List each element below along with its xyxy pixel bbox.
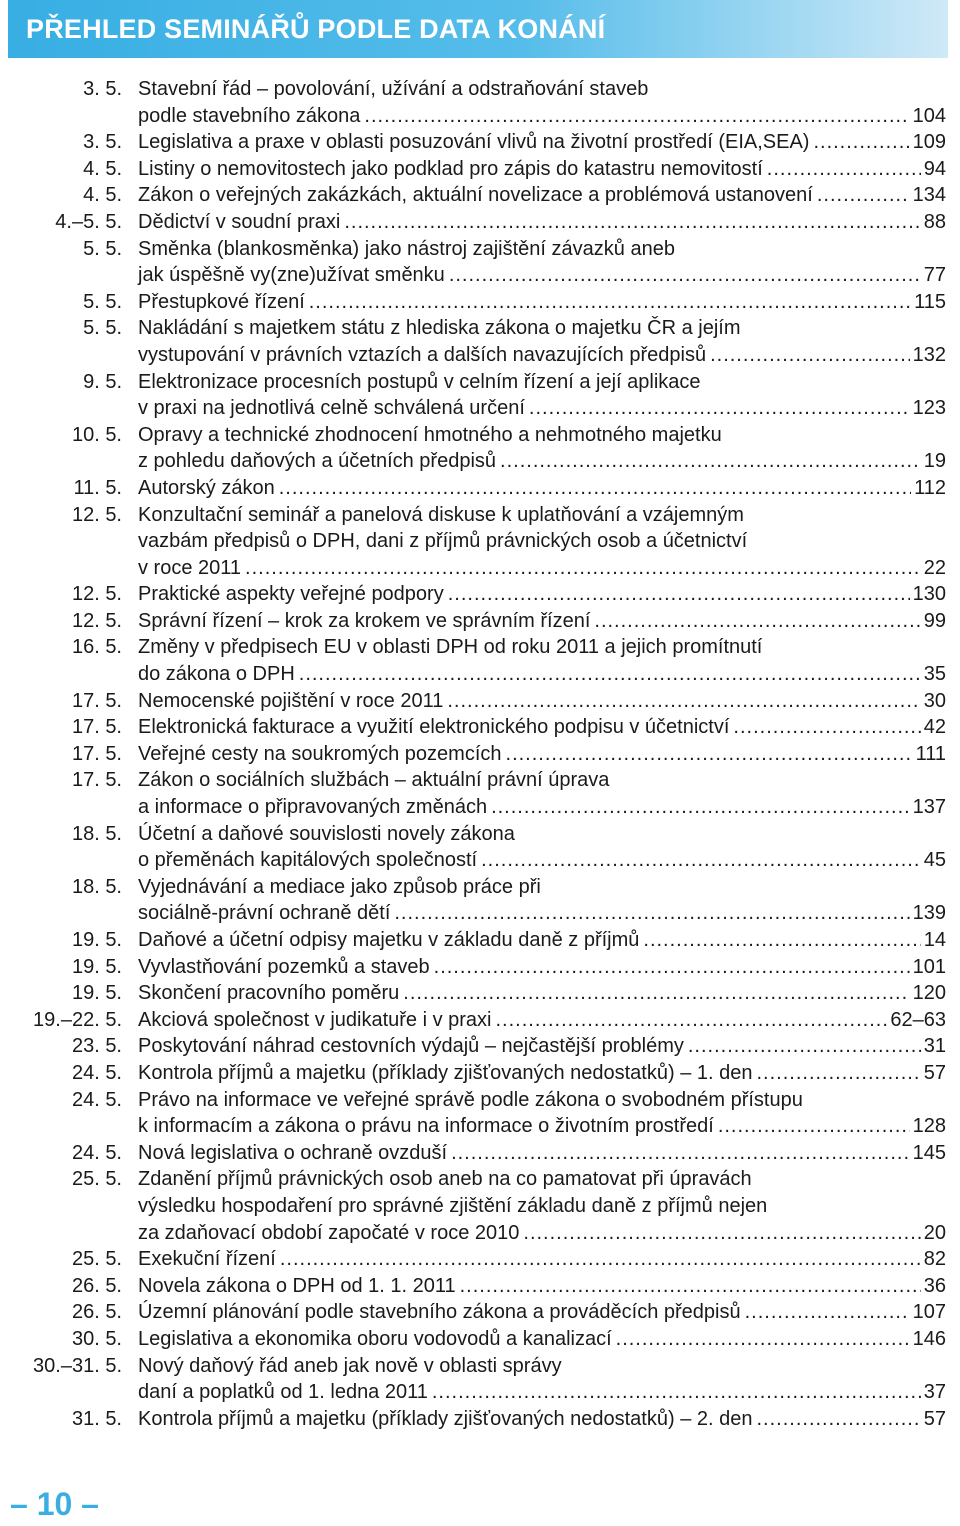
seminar-body — [138, 1060, 946, 1087]
seminar-entry — [0, 76, 960, 129]
seminar-entry — [0, 821, 960, 874]
seminar-title-line: Skončení pracovního poměru — [138, 982, 400, 1005]
seminar-title-last-line — [138, 714, 946, 741]
seminar-title-line: sociálně-právní ochraně dětí — [138, 902, 391, 925]
seminar-date: 30. 5. — [71, 1327, 122, 1350]
seminar-title-line: Elektronizace procesních postupů v celním řízení a její aplikace — [138, 370, 701, 393]
seminar-date: 4.–5. 5. — [55, 210, 122, 233]
dot-leader — [500, 448, 921, 475]
dot-leader — [616, 1326, 910, 1353]
seminar-entry — [0, 1326, 960, 1353]
seminar-page-ref: 88 — [923, 210, 946, 233]
seminar-page-ref: 107 — [912, 1301, 946, 1324]
seminar-entry — [0, 369, 960, 422]
seminar-title-line: Zákon o veřejných zakázkách, aktuální novelizace a problémová ustanovení — [138, 184, 813, 207]
seminar-title-line: v praxi na jednotlivá celně schválená určení — [138, 397, 525, 420]
seminar-date: 17. 5. — [71, 716, 122, 739]
seminar-title-line: za zdaňovací období započaté v roce 2010 — [138, 1221, 520, 1244]
seminar-body — [138, 1273, 946, 1300]
dot-leader — [523, 1220, 920, 1247]
seminar-date: 17. 5. — [71, 742, 122, 765]
seminar-title-line: daní a poplatků od 1. ledna 2011 — [138, 1381, 428, 1404]
seminar-page-ref: 37 — [923, 1381, 946, 1404]
seminar-title-line: v roce 2011 — [138, 556, 242, 579]
seminar-date: 24. 5. — [71, 1088, 122, 1111]
seminar-body — [138, 289, 946, 316]
seminar-page-ref: 57 — [923, 1407, 946, 1430]
seminar-page-ref: 19 — [923, 450, 946, 473]
seminar-page-ref: 123 — [912, 397, 946, 420]
seminar-date: 3. 5. — [83, 131, 122, 154]
seminar-date: 30.–31. 5. — [33, 1354, 122, 1377]
seminar-title-line: Nakládání s majetkem státu z hlediska zákona o majetku ČR a jejím — [138, 317, 741, 340]
seminar-entry — [0, 289, 960, 316]
seminar-date: 12. 5. — [71, 503, 122, 526]
seminar-title-last-line — [138, 1140, 946, 1167]
dot-leader — [364, 103, 909, 130]
seminar-title-line: Nový daňový řád aneb jak nově v oblasti správy — [138, 1354, 562, 1377]
seminar-body — [138, 980, 946, 1007]
seminar-title-line: Nová legislativa o ochraně ovzduší — [138, 1141, 448, 1164]
seminar-entry — [0, 581, 960, 608]
seminar-title-last-line — [138, 661, 946, 688]
seminar-body — [138, 1299, 946, 1326]
seminar-body — [138, 741, 946, 768]
seminar-list — [0, 76, 960, 1432]
seminar-body — [138, 688, 946, 715]
dot-leader — [344, 209, 920, 236]
seminar-title-last-line — [138, 927, 946, 954]
dot-leader — [710, 342, 910, 369]
seminar-entry — [0, 1299, 960, 1326]
seminar-date: 12. 5. — [71, 583, 122, 606]
seminar-body — [138, 1087, 946, 1140]
dot-leader — [643, 927, 920, 954]
seminar-title-last-line — [138, 1326, 946, 1353]
seminar-title-line: Správní řízení – krok za krokem ve správním řízení — [138, 609, 591, 632]
seminar-entry — [0, 1406, 960, 1433]
seminar-body — [138, 1406, 946, 1433]
seminar-date: 19.–22. 5. — [33, 1008, 122, 1031]
seminar-title-last-line — [138, 1246, 946, 1273]
seminar-body — [138, 1166, 946, 1246]
seminar-page-ref: 101 — [912, 955, 946, 978]
seminar-entry — [0, 688, 960, 715]
seminar-date: 5. 5. — [83, 317, 122, 340]
seminar-body — [138, 581, 946, 608]
seminar-title-line: Vyjednávání a mediace jako způsob práce při — [138, 875, 541, 898]
seminar-title-last-line — [138, 395, 946, 422]
seminar-body — [138, 156, 946, 183]
seminar-page-ref: 42 — [923, 716, 946, 739]
seminar-page-ref: 139 — [912, 902, 946, 925]
seminar-body — [138, 1140, 946, 1167]
seminar-date: 10. 5. — [71, 423, 122, 446]
seminar-page-ref: 14 — [923, 929, 946, 951]
dot-leader — [449, 262, 921, 289]
page-number: – 10 – — [10, 1486, 99, 1522]
seminar-title-line: Akciová společnost v judikatuře i v praxi — [138, 1008, 492, 1031]
seminar-body — [138, 236, 946, 289]
seminar-page-ref: 62–63 — [890, 1008, 946, 1031]
seminar-entry — [0, 1273, 960, 1300]
seminar-title-last-line — [138, 741, 946, 768]
seminar-page-ref: 128 — [912, 1115, 946, 1138]
seminar-title-last-line — [138, 954, 946, 981]
seminar-title-last-line — [138, 608, 946, 635]
seminar-title-last-line — [138, 1033, 946, 1060]
seminar-date: 26. 5. — [71, 1274, 122, 1297]
seminar-body — [138, 767, 946, 820]
dot-leader — [448, 581, 910, 608]
seminar-title-last-line — [138, 900, 946, 927]
dot-leader — [718, 1113, 910, 1140]
seminar-entry — [0, 182, 960, 209]
seminar-body — [138, 634, 946, 687]
seminar-entry — [0, 502, 960, 582]
seminar-date: 3. 5. — [83, 78, 122, 100]
seminar-page-ref: 57 — [923, 1061, 946, 1084]
seminar-page-ref: 134 — [912, 184, 946, 207]
seminar-date: 31. 5. — [71, 1407, 122, 1430]
seminar-page-ref: 137 — [912, 796, 946, 819]
seminar-title-line: Kontrola příjmů a majetku (příklady zjišťovaných nedostatků) – 1. den — [138, 1061, 753, 1084]
dot-leader — [745, 1299, 910, 1326]
seminar-body — [138, 1353, 946, 1406]
seminar-date: 19. 5. — [71, 955, 122, 978]
seminar-entry — [0, 1166, 960, 1246]
seminar-title-line: Nemocenské pojištění v roce 2011 — [138, 689, 444, 712]
seminar-title-last-line — [138, 129, 946, 156]
seminar-body — [138, 182, 946, 209]
seminar-title-last-line — [138, 1379, 946, 1406]
seminar-title-line: Listiny o nemovitostech jako podklad pro zápis do katastru nemovitostí — [138, 157, 763, 180]
seminar-body — [138, 608, 946, 635]
dot-leader — [279, 475, 911, 502]
seminar-date: 19. 5. — [71, 929, 122, 951]
seminar-title-last-line — [138, 1273, 946, 1300]
seminar-date: 12. 5. — [71, 609, 122, 632]
seminar-body — [138, 315, 946, 368]
dot-leader — [434, 954, 910, 981]
seminar-title-line: podle stavebního zákona — [138, 104, 361, 127]
seminar-entry — [0, 422, 960, 475]
dot-leader — [447, 688, 920, 715]
seminar-title-last-line — [138, 1220, 946, 1247]
seminar-entry — [0, 1353, 960, 1406]
seminar-date: 16. 5. — [71, 636, 122, 659]
dot-leader — [460, 1273, 921, 1300]
seminar-date: 26. 5. — [71, 1301, 122, 1324]
seminar-entry — [0, 1007, 960, 1034]
seminar-entry — [0, 927, 960, 954]
seminar-date: 17. 5. — [71, 769, 122, 792]
seminar-page-ref: 82 — [923, 1248, 946, 1271]
seminar-entry — [0, 980, 960, 1007]
seminar-title-line: Legislativa a ekonomika oboru vodovodů a kanalizací — [138, 1327, 612, 1350]
seminar-date: 9. 5. — [83, 370, 122, 393]
seminar-date: 18. 5. — [71, 822, 122, 845]
seminar-body — [138, 714, 946, 741]
seminar-title-line: a informace o připravovaných změnách — [138, 796, 488, 819]
seminar-body — [138, 927, 946, 954]
seminar-body — [138, 475, 946, 502]
seminar-page-ref: 99 — [923, 609, 946, 632]
seminar-page-ref: 31 — [923, 1035, 946, 1058]
dot-leader — [299, 661, 921, 688]
seminar-entry — [0, 1246, 960, 1273]
seminar-title-line: Praktické aspekty veřejné podpory — [138, 583, 444, 606]
seminar-page-ref: 132 — [912, 343, 946, 366]
dot-leader — [491, 794, 910, 821]
seminar-title-line: Veřejné cesty na soukromých pozemcích — [138, 742, 502, 765]
seminar-title-last-line — [138, 688, 946, 715]
seminar-date: 19. 5. — [71, 982, 122, 1005]
seminar-body — [138, 422, 946, 475]
seminar-title-last-line — [138, 262, 946, 289]
seminar-title-last-line — [138, 1406, 946, 1433]
seminar-body — [138, 76, 946, 129]
seminar-page-ref: 35 — [923, 663, 946, 686]
dot-leader — [451, 1140, 910, 1167]
seminar-title-line: Novela zákona o DPH od 1. 1. 2011 — [138, 1274, 456, 1297]
dot-leader — [309, 289, 911, 316]
seminar-title-last-line — [138, 342, 946, 369]
seminar-title-line: Elektronická fakturace a využití elektronického podpisu v účetnictví — [138, 716, 730, 739]
seminar-body — [138, 129, 946, 156]
seminar-date: 17. 5. — [71, 689, 122, 712]
seminar-date: 25. 5. — [71, 1248, 122, 1271]
seminar-date: 18. 5. — [71, 875, 122, 898]
seminar-entry — [0, 315, 960, 368]
seminar-title-line: k informacím a zákona o právu na informace o životním prostředí — [138, 1115, 714, 1138]
seminar-body — [138, 369, 946, 422]
seminar-body — [138, 1033, 946, 1060]
seminar-page-ref: 20 — [923, 1221, 946, 1244]
dot-leader — [529, 395, 910, 422]
seminar-title-line: Exekuční řízení — [138, 1248, 276, 1271]
seminar-body — [138, 1326, 946, 1353]
seminar-page-ref: 146 — [912, 1327, 946, 1350]
seminar-title-line: Legislativa a praxe v oblasti posuzování vlivů na životní prostředí (EIA,SEA) — [138, 131, 810, 154]
seminar-title-last-line — [138, 1113, 946, 1140]
seminar-page-ref: 36 — [923, 1274, 946, 1297]
seminar-body — [138, 1007, 946, 1034]
dot-leader — [432, 1379, 921, 1406]
seminar-title-line: o přeměnách kapitálových společností — [138, 849, 478, 872]
seminar-title-last-line — [138, 209, 946, 236]
seminar-entry — [0, 767, 960, 820]
seminar-date: 5. 5. — [83, 237, 122, 260]
seminar-title-last-line — [138, 980, 946, 1007]
seminar-date: 11. 5. — [73, 476, 122, 499]
seminar-body — [138, 1246, 946, 1273]
seminar-title-last-line — [138, 103, 946, 130]
seminar-title-last-line — [138, 1060, 946, 1087]
seminar-title-line: vazbám předpisů o DPH, dani z příjmů právnických osob a účetnictví — [138, 530, 748, 553]
seminar-title-last-line — [138, 448, 946, 475]
seminar-title-last-line — [138, 1007, 946, 1034]
seminar-page-ref: 120 — [912, 982, 946, 1005]
seminar-title-line: Přestupkové řízení — [138, 290, 305, 313]
seminar-title-line: Kontrola příjmů a majetku (příklady zjišťovaných nedostatků) – 2. den — [138, 1407, 753, 1430]
seminar-title-last-line — [138, 1299, 946, 1326]
dot-leader — [245, 555, 921, 582]
seminar-title-line: Územní plánování podle stavebního zákona a prováděcích předpisů — [138, 1301, 741, 1324]
dot-leader — [280, 1246, 921, 1273]
seminar-entry — [0, 1140, 960, 1167]
seminar-page-ref: 130 — [912, 583, 946, 606]
seminar-page-ref: 22 — [923, 556, 946, 579]
dot-leader — [394, 900, 909, 927]
seminar-title-line: z pohledu daňových a účetních předpisů — [138, 450, 497, 473]
seminar-body — [138, 874, 946, 927]
dot-leader — [496, 1007, 888, 1034]
seminar-title-line: Vyvlastňování pozemků a staveb — [138, 955, 430, 978]
seminar-entry — [0, 1087, 960, 1140]
seminar-body — [138, 209, 946, 236]
seminar-page-ref: 30 — [923, 689, 946, 712]
seminar-title-last-line — [138, 289, 946, 316]
seminar-title-line: jak úspěšně vy(zne)užívat směnku — [138, 264, 445, 287]
seminar-page-ref: 104 — [912, 104, 946, 127]
seminar-date: 4. 5. — [83, 184, 122, 207]
seminar-title-last-line — [138, 581, 946, 608]
seminar-title-line: Změny v předpisech EU v oblasti DPH od roku 2011 a jejich promítnutí — [138, 636, 763, 659]
seminar-title-line: Zdanění příjmů právnických osob aneb na co pamatovat při úpravách — [138, 1168, 752, 1191]
dot-leader — [594, 608, 920, 635]
seminar-entry — [0, 475, 960, 502]
page-title: PŘEHLED SEMINÁŘŮ PODLE DATA KONÁNÍ — [26, 14, 606, 44]
seminar-page-ref: 111 — [915, 742, 946, 765]
dot-leader — [506, 741, 913, 768]
seminar-title-line: Daňové a účetní odpisy majetku v základu daně z příjmů — [138, 929, 640, 951]
seminar-page-ref: 109 — [912, 131, 946, 154]
seminar-entry — [0, 874, 960, 927]
seminar-title-last-line — [138, 182, 946, 209]
seminar-date: 4. 5. — [83, 157, 122, 180]
seminar-title-last-line — [138, 847, 946, 874]
dot-leader — [403, 980, 909, 1007]
seminar-entry — [0, 634, 960, 687]
dot-leader — [756, 1060, 920, 1087]
seminar-title-last-line — [138, 156, 946, 183]
dot-leader — [813, 129, 909, 156]
seminar-entry — [0, 156, 960, 183]
seminar-title-line: Účetní a daňové souvislosti novely zákona — [138, 822, 515, 845]
seminar-entry — [0, 1033, 960, 1060]
seminar-title-line: do zákona o DPH — [138, 663, 295, 686]
seminar-entry — [0, 954, 960, 981]
seminar-title-line: Dědictví v soudní praxi — [138, 210, 341, 233]
seminar-page-ref: 77 — [923, 264, 946, 287]
seminar-date: 23. 5. — [71, 1035, 122, 1058]
dot-leader — [767, 156, 921, 183]
header-banner — [8, 0, 948, 58]
seminar-title-last-line — [138, 475, 946, 502]
seminar-title-line: Právo na informace ve veřejné správě podle zákona o svobodném přístupu — [138, 1088, 803, 1111]
dot-leader — [733, 714, 920, 741]
seminar-page-ref: 115 — [914, 290, 946, 313]
dot-leader — [481, 847, 921, 874]
seminar-title-line: Poskytování náhrad cestovních výdajů – nejčastější problémy — [138, 1035, 684, 1058]
seminar-entry — [0, 1060, 960, 1087]
dot-leader — [817, 182, 910, 209]
seminar-page-ref: 45 — [923, 849, 946, 872]
seminar-entry — [0, 608, 960, 635]
seminar-date: 24. 5. — [71, 1141, 122, 1164]
seminar-page-ref: 94 — [923, 157, 946, 180]
seminar-title-line: Zákon o sociálních službách – aktuální právní úprava — [138, 769, 610, 792]
seminar-entry — [0, 129, 960, 156]
seminar-body — [138, 954, 946, 981]
seminar-title-line: vystupování v právních vztazích a dalších navazujících předpisů — [138, 343, 707, 366]
seminar-title-line: výsledku hospodaření pro správné zjištění základu daně z příjmů nejen — [138, 1194, 768, 1217]
seminar-body — [138, 821, 946, 874]
seminar-date: 25. 5. — [71, 1168, 122, 1191]
seminar-date: 24. 5. — [71, 1061, 122, 1084]
seminar-title-line: Stavební řád – povolování, užívání a odstraňování staveb — [138, 78, 649, 100]
seminar-entry — [0, 741, 960, 768]
seminar-title-line: Směnka (blankosměnka) jako nástroj zajištění závazků aneb — [138, 237, 675, 260]
seminar-title-line: Konzultační seminář a panelová diskuse k uplatňování a vzájemným — [138, 503, 744, 526]
seminar-date: 5. 5. — [83, 290, 122, 313]
seminar-page-ref: 112 — [914, 476, 946, 499]
seminar-title-last-line — [138, 794, 946, 821]
dot-leader — [756, 1406, 920, 1433]
seminar-title-line: Opravy a technické zhodnocení hmotného a nehmotného majetku — [138, 423, 722, 446]
dot-leader — [688, 1033, 921, 1060]
seminar-entry — [0, 714, 960, 741]
seminar-body — [138, 502, 946, 582]
seminar-entry — [0, 209, 960, 236]
seminar-title-last-line — [138, 555, 946, 582]
seminar-title-line: Autorský zákon — [138, 476, 275, 499]
seminar-page-ref: 145 — [912, 1141, 946, 1164]
seminar-entry — [0, 236, 960, 289]
